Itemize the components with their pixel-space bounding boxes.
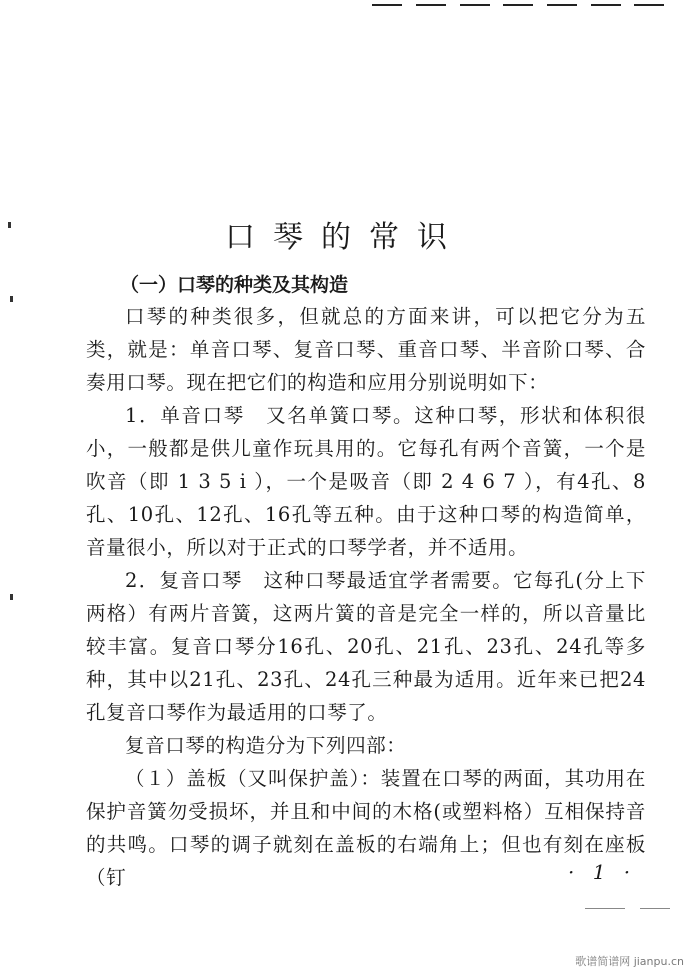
section-heading: （一）口琴的种类及其构造 [120, 274, 349, 296]
paragraph-tremolo: 2．复音口琴 这种口琴最适宜学者需要。它每孔(分上下两格）有两片音簧，这两片簧的音是完全一样的，所以音量比较丰富。复音口琴分16孔、20孔、21孔、23孔、24孔等多种，其中以21孔、23孔、24孔三种最为适用。近年来已把24孔复音口琴作为最适用的口琴了。 [86, 569, 646, 724]
footer-mark [640, 908, 670, 909]
watermark: 歌谱简谱网 jianpu.cn [575, 955, 684, 968]
paragraph-cover-plate: （１）盖板（又叫保护盖）：装置在口琴的两面，其功用在保护音簧勿受损坏，并且和中间的木格(或塑料格）互相保持音的共鸣。口琴的调子就刻在盖板的右端角上；但也有刻在座板（钉 [86, 767, 646, 889]
page-title: 口琴的常识 [225, 220, 465, 256]
paragraph-intro: 口琴的种类很多，但就总的方面来讲，可以把它分为五类，就是：单音口琴、复音口琴、重音口琴、半音阶口琴、合奏用口琴。现在把它们的构造和应用分别说明如下： [86, 305, 646, 394]
page-number: · 1 · [568, 860, 637, 884]
paragraph-structure: 复音口琴的构造分为下列四部： [125, 734, 407, 757]
margin-mark [10, 594, 13, 600]
body-text [86, 300, 646, 894]
paragraph-single-reed: 1．单音口琴 又名单簧口琴。这种口琴，形状和体积很小，一般都是供儿童作玩具用的。它每孔有两个音簧，一个是吹音（即 1 3 5 i ），一个是吸音（即 2 4 6 7 ），有4孔、8孔、10孔、12孔、16孔等五种。由于这种口琴的构造简单，音量很小，所以对于正式的口琴学者，并不适用。 [86, 404, 646, 559]
footer-mark [585, 908, 625, 909]
margin-mark [10, 296, 13, 302]
